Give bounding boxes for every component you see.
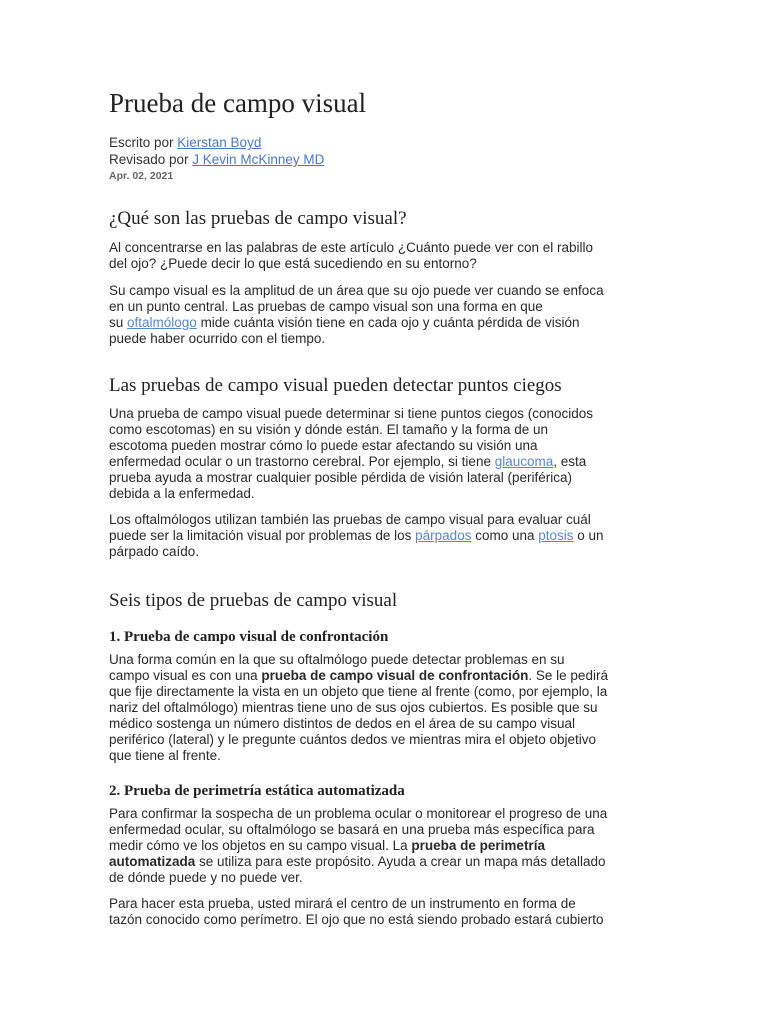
publish-date: Apr. 02, 2021 bbox=[109, 170, 174, 182]
text-segment: enfermedad ocular o un trastorno cerebral. Por ejemplo, si tiene bbox=[109, 454, 495, 469]
paragraph-line: Una prueba de campo visual puede determinar si tiene puntos ciegos (conocidos bbox=[109, 406, 594, 421]
eyelids-link[interactable]: párpados bbox=[415, 528, 472, 543]
text-segment: , esta bbox=[553, 454, 587, 469]
paragraph-line: periférico (lateral) y le pregunte cuántos dedos ve mientras mira el objeto objetivo bbox=[109, 732, 597, 747]
reviewed-by-label: Revisado por bbox=[109, 152, 193, 167]
reviewer-line bbox=[109, 152, 324, 167]
paragraph-line: Los oftalmólogos utilizan también las pruebas de campo visual para evaluar cuál bbox=[109, 512, 591, 527]
paragraph-line: enfermedad ocular, su oftalmólogo se basará en una prueba más específica para bbox=[109, 822, 595, 837]
paragraph-line: puede haber ocurrido con el tiempo. bbox=[109, 331, 326, 346]
author-line bbox=[109, 135, 261, 150]
paragraph-line: del ojo? ¿Puede decir lo que está sucediendo en su entorno? bbox=[109, 256, 477, 271]
paragraph bbox=[109, 896, 604, 928]
paragraph-line bbox=[109, 854, 607, 870]
paragraph-line: debida a la enfermedad. bbox=[109, 486, 255, 501]
text-segment: . Se le pedirá bbox=[528, 668, 608, 683]
paragraph-line bbox=[109, 528, 604, 544]
text-segment: medir cómo ve los objetos en su campo visual. La bbox=[109, 838, 412, 853]
paragraph-line: Para hacer esta prueba, usted mirará el centro de un instrumento en forma de bbox=[109, 896, 576, 911]
paragraph-line: tazón conocido como perímetro. El ojo que no está siendo probado estará cubierto bbox=[109, 912, 604, 927]
page-title: Prueba de campo visual bbox=[109, 88, 367, 118]
written-by-label: Escrito por bbox=[109, 135, 178, 150]
paragraph-line: que tiene al frente. bbox=[109, 748, 221, 763]
reviewer-link[interactable]: J Kevin McKinney MD bbox=[192, 152, 325, 167]
paragraph-line: que fije directamente la vista en un objeto que tiene al frente (como, por ejemplo, la bbox=[109, 684, 608, 699]
paragraph-line: Una forma común en la que su oftalmólogo puede detectar problemas en su bbox=[109, 652, 565, 667]
paragraph-line: de dónde puede y no puede ver. bbox=[109, 870, 303, 885]
paragraph-line: párpado caído. bbox=[109, 544, 200, 559]
glaucoma-link[interactable]: glaucoma bbox=[494, 454, 554, 469]
bold-term: automatizada bbox=[109, 854, 196, 869]
paragraph-line: en un punto central. Las pruebas de campo visual son una forma en que bbox=[109, 299, 543, 314]
paragraph-line: prueba ayuda a mostrar cualquier posible pérdida de visión lateral (periférica) bbox=[109, 470, 573, 485]
section-heading-six-types: Seis tipos de pruebas de campo visual bbox=[109, 590, 398, 611]
paragraph bbox=[109, 512, 604, 560]
subheading-confrontation: 1. Prueba de campo visual de confrontación bbox=[109, 629, 389, 645]
paragraph-line: médico sostenga un número distintos de dedos en el área de su campo visual bbox=[109, 716, 576, 731]
paragraph bbox=[109, 406, 593, 502]
paragraph-line: Al concentrarse en las palabras de este artículo ¿Cuánto puede ver con el rabillo bbox=[109, 240, 594, 255]
paragraph bbox=[109, 240, 593, 272]
paragraph-line bbox=[109, 454, 593, 470]
text-segment: mide cuánta visión tiene en cada ojo y cuánta pérdida de visión bbox=[196, 315, 580, 330]
paragraph-line bbox=[109, 315, 604, 331]
paragraph-line bbox=[109, 668, 608, 684]
paragraph-line: como escotomas) en su visión y dónde están. El tamaño y la forma de un bbox=[109, 422, 548, 437]
paragraph bbox=[109, 283, 604, 347]
text-segment: o un bbox=[573, 528, 604, 543]
paragraph bbox=[109, 806, 607, 886]
paragraph-line: Para confirmar la sospecha de un problema ocular o monitorear el progreso de una bbox=[109, 806, 608, 821]
ophthalmologist-link[interactable]: oftalmólogo bbox=[127, 315, 197, 330]
text-segment: su bbox=[109, 315, 128, 330]
bold-term: prueba de campo visual de confrontación bbox=[261, 668, 529, 683]
paragraph-line: nariz del oftalmólogo) mientras tiene uno de sus ojos cubiertos. Es posible que su bbox=[109, 700, 598, 715]
author-link[interactable]: Kierstan Boyd bbox=[177, 135, 262, 150]
section-heading-what-are: ¿Qué son las pruebas de campo visual? bbox=[109, 208, 407, 229]
text-segment: se utiliza para este propósito. Ayuda a crear un mapa más detallado bbox=[195, 854, 606, 869]
subheading-static-perimetry: 2. Prueba de perimetría estática automatizada bbox=[109, 783, 405, 799]
text-segment: como una bbox=[471, 528, 539, 543]
text-segment: puede ser la limitación visual por problemas de los bbox=[109, 528, 416, 543]
section-heading-blind-spots: Las pruebas de campo visual pueden detectar puntos ciegos bbox=[109, 375, 562, 396]
ptosis-link[interactable]: ptosis bbox=[538, 528, 574, 543]
paragraph bbox=[109, 652, 608, 764]
paragraph-line bbox=[109, 838, 607, 854]
bold-term: prueba de perimetría bbox=[411, 838, 545, 853]
text-segment: campo visual es con una bbox=[109, 668, 262, 683]
paragraph-line: Su campo visual es la amplitud de un área que su ojo puede ver cuando se enfoca bbox=[109, 283, 604, 298]
paragraph-line: escotoma pueden mostrar cómo lo puede estar afectando su visión una bbox=[109, 438, 538, 453]
